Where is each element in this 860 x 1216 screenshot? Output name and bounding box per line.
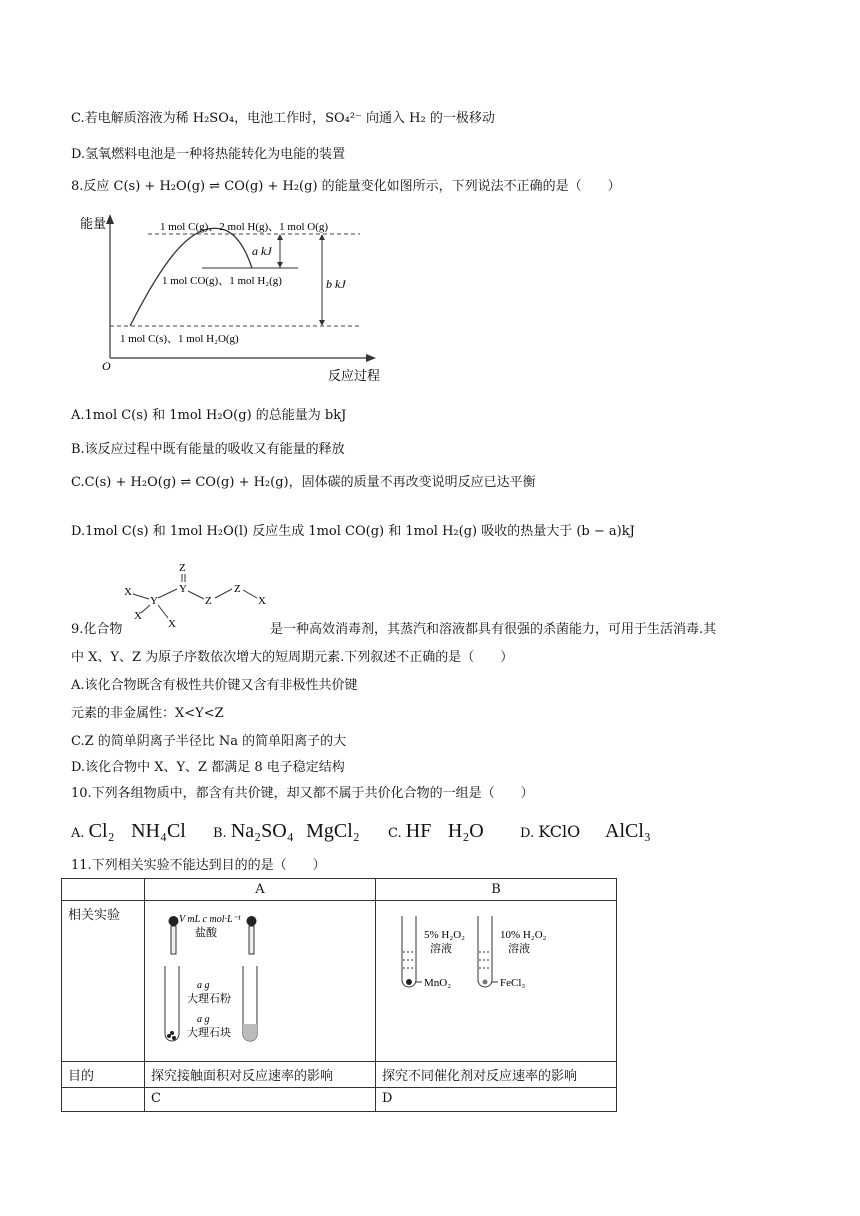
purpose-a: 探究接触面积对反应速率的影响	[145, 1062, 376, 1088]
header-c: C	[145, 1088, 376, 1112]
table-row	[62, 901, 617, 1062]
table-row	[62, 1088, 617, 1112]
q9-stem-line2: 中 X、Y、Z 为原子序数依次增大的短周期元素.下列叙述不正确的是（ ）	[71, 650, 514, 665]
q9-option-d: D.该化合物中 X、Y、Z 都满足 8 电子稳定结构	[71, 760, 345, 775]
top-level-label: 1 mol C(g)、2 mol H(g)、1 mol O(g)	[160, 221, 329, 233]
experiment-a-figure	[145, 901, 376, 1062]
q9-option-b: 元素的非金属性：X<Y<Z	[71, 706, 224, 721]
q8-option-a: A.1mol C(s) 和 1mol H₂O(g) 的总能量为 bkJ	[71, 408, 347, 423]
svg-text:a g: a g	[197, 1014, 210, 1025]
a-kj-label: a kJ	[252, 244, 272, 258]
svg-text:Y: Y	[150, 595, 158, 607]
svg-text:X: X	[258, 595, 266, 607]
table-row	[62, 1062, 617, 1088]
q10-option-d: D. KClO AlCl₃	[520, 820, 651, 842]
energy-diagram	[80, 208, 400, 388]
y-axis-label: 能量	[80, 216, 107, 231]
svg-text:FeCl₃: FeCl₃	[500, 977, 526, 989]
purpose-b: 探究不同催化剂对反应速率的影响	[376, 1062, 617, 1088]
svg-text:MnO₂: MnO₂	[424, 977, 452, 989]
origin-label: O	[102, 359, 111, 373]
row-label-purpose: 目的	[62, 1062, 145, 1088]
experiment-b-figure	[376, 901, 617, 1062]
header-d: D	[376, 1088, 617, 1112]
svg-text:大理石块: 大理石块	[187, 1027, 231, 1039]
svg-text:X: X	[124, 586, 132, 598]
table-row	[62, 879, 617, 901]
q7-option-c: C.若电解质溶液为稀 H₂SO₄，电池工作时，SO₄²⁻ 向通入 H₂ 的一极移动	[71, 111, 495, 126]
svg-text:溶液: 溶液	[508, 943, 530, 955]
mid-level-label: 1 mol CO(g)、1 mol H₂(g)	[162, 275, 282, 287]
svg-text:Z: Z	[179, 562, 186, 574]
q10-option-c: C. HF H₂O	[388, 820, 484, 842]
svg-text:大理石粉: 大理石粉	[187, 993, 231, 1005]
header-b: B	[376, 879, 617, 901]
svg-text:10% H₂O₂: 10% H₂O₂	[500, 929, 547, 941]
svg-text:a g: a g	[197, 980, 210, 991]
svg-text:Z: Z	[234, 583, 241, 595]
q8-option-d: D.1mol C(s) 和 1mol H₂O(l) 反应生成 1mol CO(g) 和 1mol H₂(g) 吸收的热量大于 (b − a)kJ	[71, 524, 635, 539]
low-level-label: 1 mol C(s)、1 mol H₂O(g)	[120, 333, 239, 345]
q8-option-c: C.C(s) + H₂O(g) ⇌ CO(g) + H₂(g)，固体碳的质量不再改变说明反应已达平衡	[71, 475, 536, 490]
svg-text:V mL c mol·L⁻¹: V mL c mol·L⁻¹	[179, 914, 241, 925]
q8-stem: 8.反应 C(s) + H₂O(g) ⇌ CO(g) + H₂(g) 的能量变化如图所示，下列说法不正确的是（ ）	[71, 179, 621, 194]
q10-stem: 10.下列各组物质中，都含有共价键，却又都不属于共价化合物的一组是（ ）	[71, 786, 534, 801]
q8-option-b: B.该反应过程中既有能量的吸收又有能量的释放	[71, 442, 345, 457]
svg-text:X: X	[134, 610, 142, 622]
experiment-table	[61, 878, 617, 1112]
b-kj-label: b kJ	[326, 277, 346, 291]
header-a: A	[145, 879, 376, 901]
q11-stem: 11.下列相关实验不能达到目的的是（ ）	[71, 858, 326, 873]
q9-stem-lead: 9.化合物	[71, 622, 123, 637]
row-label-experiment: 相关实验	[62, 901, 145, 1062]
molecule-structure	[120, 557, 280, 629]
q10-option-a: A. Cl₂ NH₄Cl	[71, 820, 186, 842]
q9-option-a: A.该化合物既含有极性共价键又含有非极性共价键	[71, 678, 358, 693]
q9-option-c: C.Z 的简单阴离子半径比 Na 的简单阳离子的大	[71, 734, 347, 749]
svg-text:溶液: 溶液	[430, 943, 452, 955]
svg-text:5% H₂O₂: 5% H₂O₂	[424, 929, 465, 941]
svg-text:X: X	[168, 618, 176, 629]
svg-text:盐酸: 盐酸	[195, 927, 217, 939]
svg-text:Y: Y	[179, 583, 187, 595]
svg-text:Z: Z	[205, 595, 212, 607]
q10-option-b: B. Na₂SO₄ MgCl₂	[213, 820, 360, 842]
x-axis-label: 反应过程	[328, 368, 381, 383]
q7-option-d: D.氢氧燃料电池是一种将热能转化为电能的装置	[71, 147, 346, 162]
q9-stem-line1: 是一种高效消毒剂，其蒸汽和溶液都具有很强的杀菌能力，可用于生活消毒.其	[270, 622, 717, 637]
